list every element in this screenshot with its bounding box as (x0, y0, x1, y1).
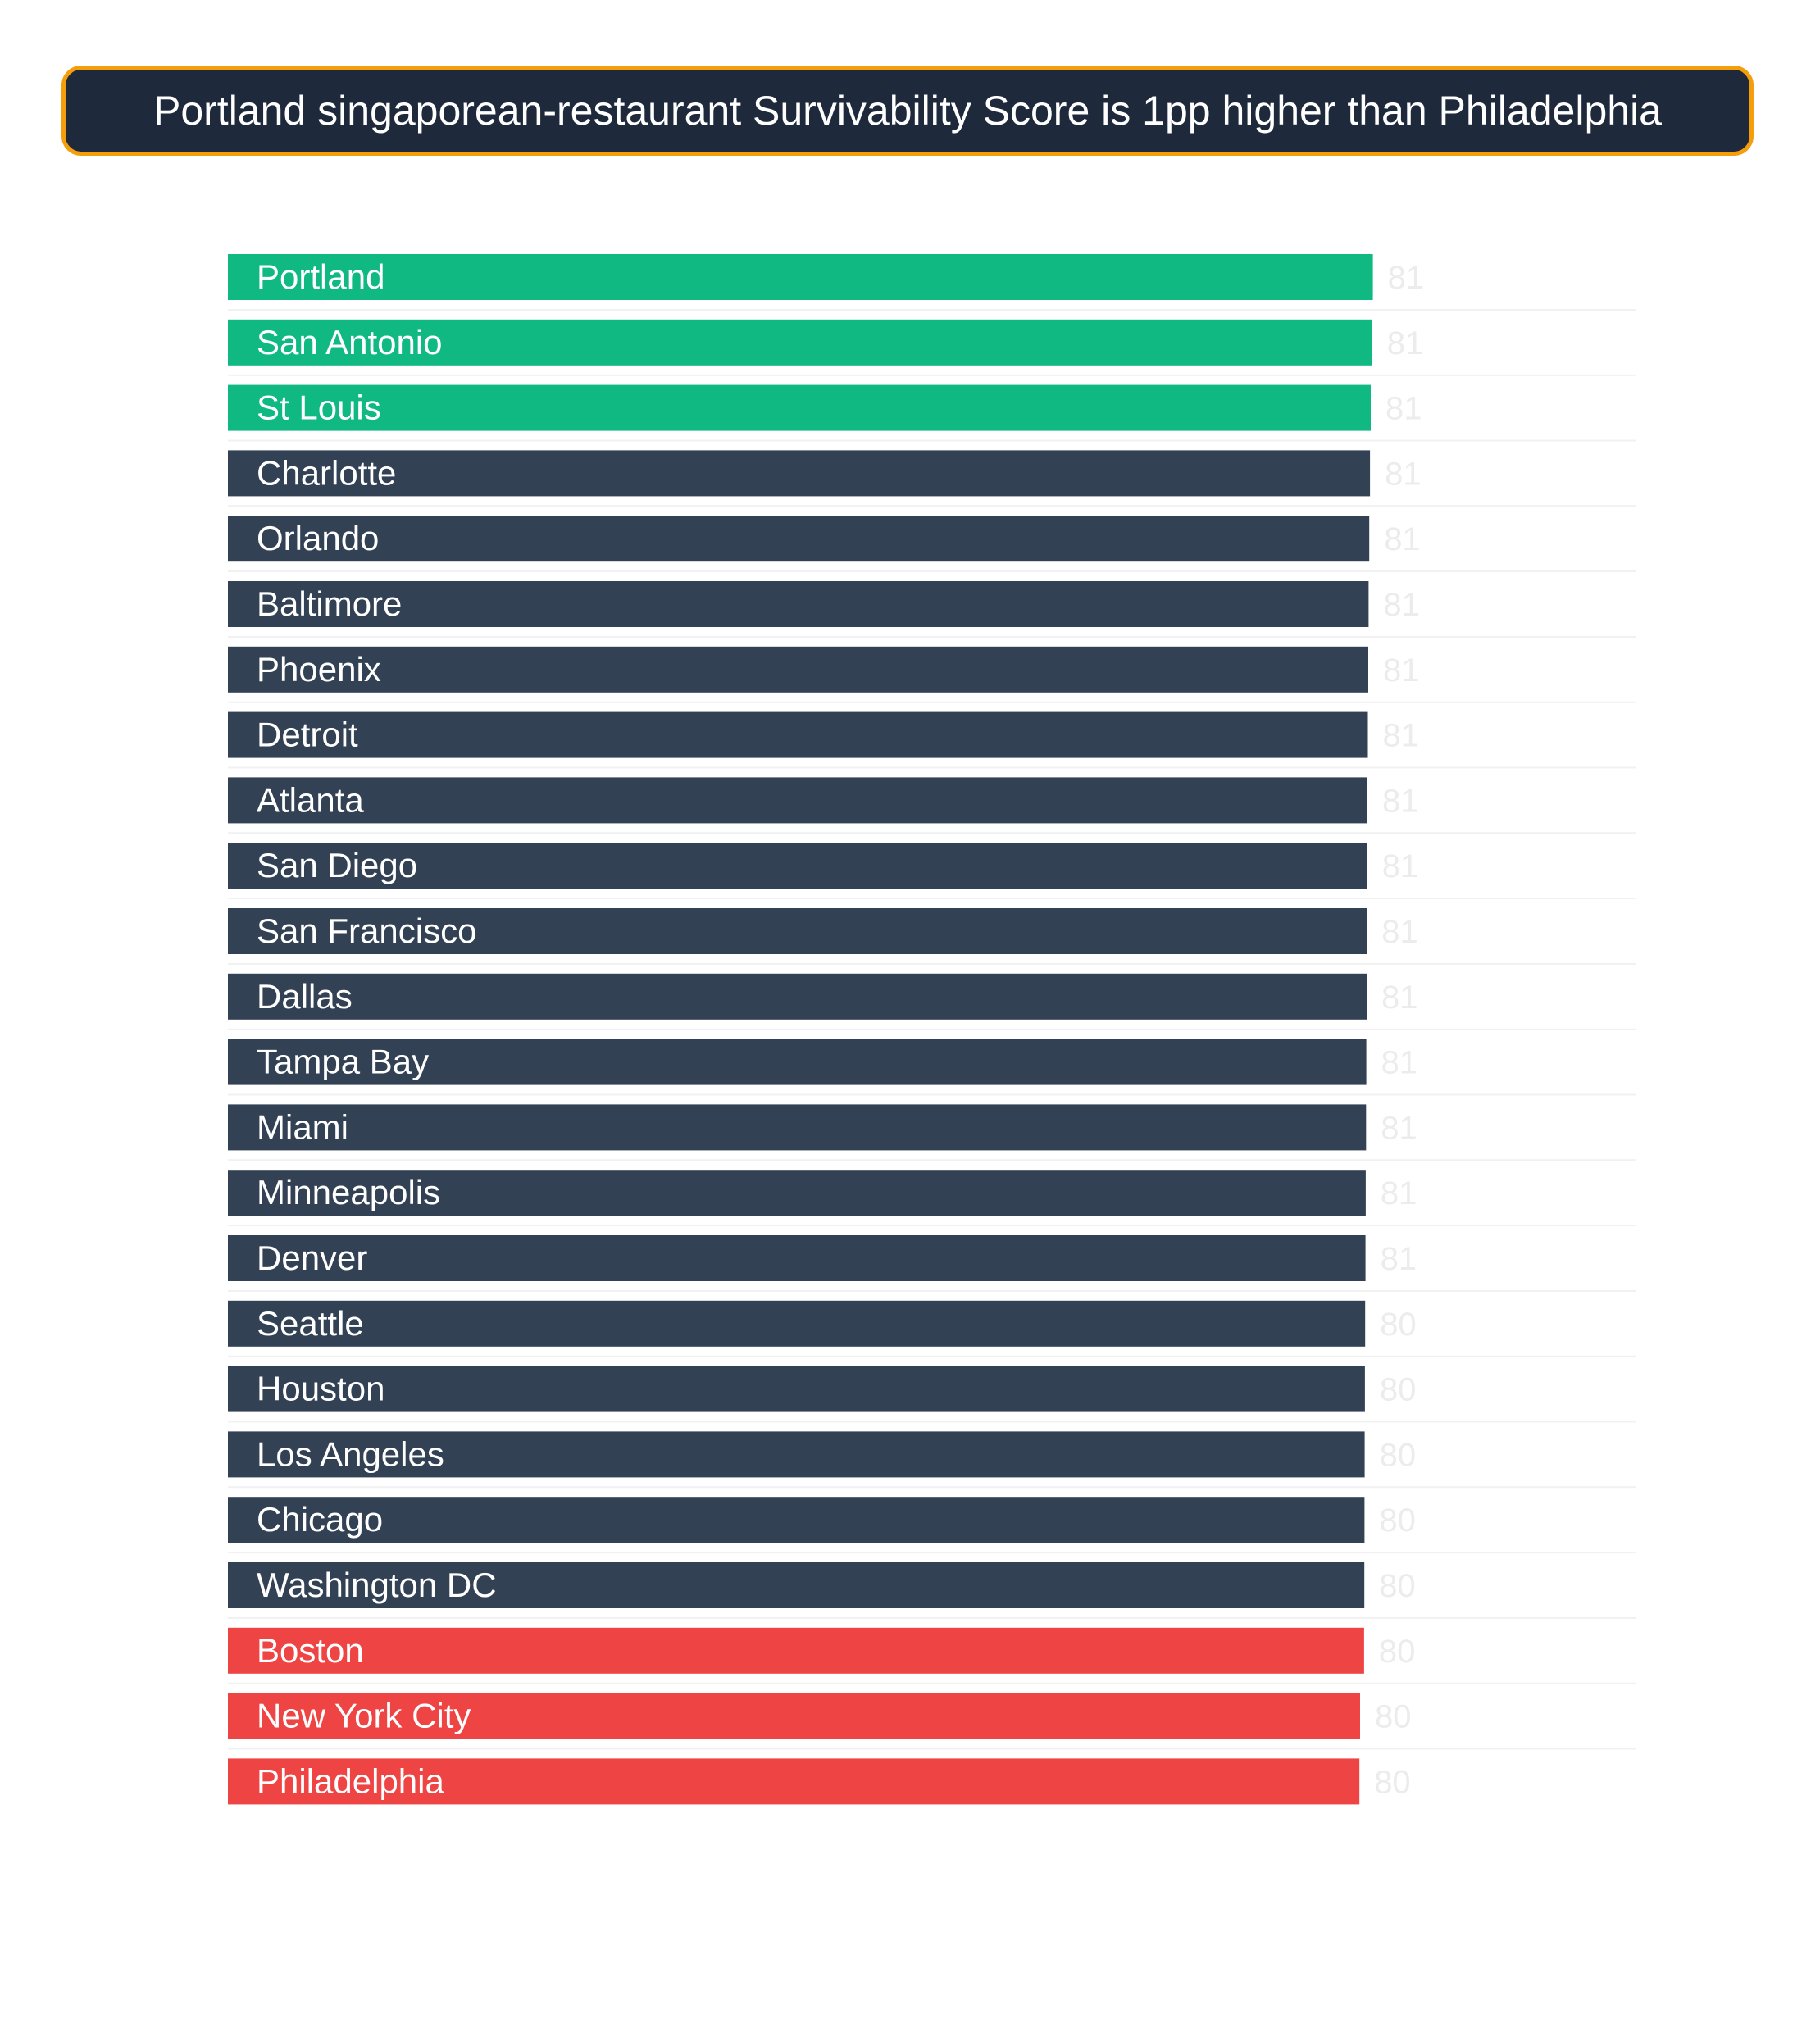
bar-value-label: 81 (1381, 1044, 1418, 1081)
bar-category-label: Miami (257, 1107, 348, 1147)
bar-value-label: 81 (1381, 848, 1419, 885)
bar-value-label: 81 (1380, 1241, 1417, 1277)
bar-category-label: St Louis (257, 388, 381, 427)
bar-value-label: 81 (1386, 325, 1424, 361)
bar-value-label: 81 (1383, 652, 1420, 689)
bar-value-label: 80 (1374, 1764, 1411, 1801)
bar-value-label: 80 (1378, 1633, 1416, 1670)
bar-value-label: 81 (1385, 456, 1422, 493)
bar-value-label: 81 (1380, 1175, 1417, 1212)
bar-value-label: 80 (1379, 1437, 1417, 1474)
bar (228, 254, 1373, 300)
bar (228, 1235, 1366, 1281)
bar-category-label: Houston (257, 1369, 385, 1408)
bar-value-label: 81 (1382, 783, 1419, 820)
bar-category-label: Los Angeles (257, 1434, 444, 1474)
bar (228, 1104, 1366, 1150)
bar-category-label: Washington DC (257, 1566, 497, 1604)
bar-category-label: Detroit (257, 715, 358, 754)
bar-category-label: Chicago (257, 1500, 384, 1539)
bar-category-label: Portland (257, 257, 385, 296)
bar-category-label: Dallas (257, 976, 353, 1016)
bar-value-label: 81 (1384, 521, 1421, 558)
bar-category-label: Atlanta (257, 780, 364, 820)
bar-value-label: 81 (1383, 587, 1420, 623)
bar-value-label: 81 (1381, 1110, 1417, 1147)
bar-value-label: 80 (1379, 1568, 1416, 1604)
bar-category-label: Phoenix (257, 649, 381, 689)
bar (228, 1628, 1364, 1674)
bar-category-label: Orlando (257, 519, 380, 558)
bar-value-label: 81 (1381, 914, 1418, 950)
bar-category-label: Denver (257, 1239, 368, 1277)
bar-category-label: Seattle (257, 1303, 364, 1343)
bar-category-label: Charlotte (257, 453, 397, 493)
bar-category-label: San Diego (257, 846, 418, 885)
bar (228, 1366, 1365, 1412)
bar-category-label: San Antonio (257, 322, 443, 361)
bar-category-label: Philadelphia (257, 1761, 444, 1801)
bar-value-label: 81 (1381, 979, 1418, 1016)
bar (228, 450, 1370, 496)
bar-category-label: Minneapolis (257, 1173, 441, 1212)
bar-category-label: New York City (257, 1696, 471, 1735)
bar-value-label: 80 (1379, 1371, 1417, 1408)
bar-value-label: 81 (1387, 260, 1425, 296)
bar-value-label: 80 (1375, 1698, 1412, 1735)
chart-title: Portland singaporean-restaurant Survivability Score is 1pp higher than Philadelphia (153, 88, 1662, 134)
bar (228, 1301, 1365, 1347)
bar (228, 385, 1371, 431)
bar (228, 1497, 1364, 1543)
bar (228, 647, 1368, 693)
bar-category-label: Baltimore (257, 584, 403, 623)
bar (228, 974, 1367, 1020)
bar-value-label: 81 (1382, 717, 1419, 754)
bar (228, 712, 1368, 758)
bar-category-label: San Francisco (257, 911, 477, 950)
bar (228, 516, 1369, 561)
bar (228, 777, 1367, 823)
bar-value-label: 80 (1380, 1306, 1417, 1343)
bar-category-label: Tampa Bay (257, 1042, 430, 1081)
bar-value-label: 81 (1385, 390, 1422, 427)
bar-category-label: Boston (257, 1630, 364, 1670)
bar-value-label: 80 (1379, 1502, 1416, 1539)
